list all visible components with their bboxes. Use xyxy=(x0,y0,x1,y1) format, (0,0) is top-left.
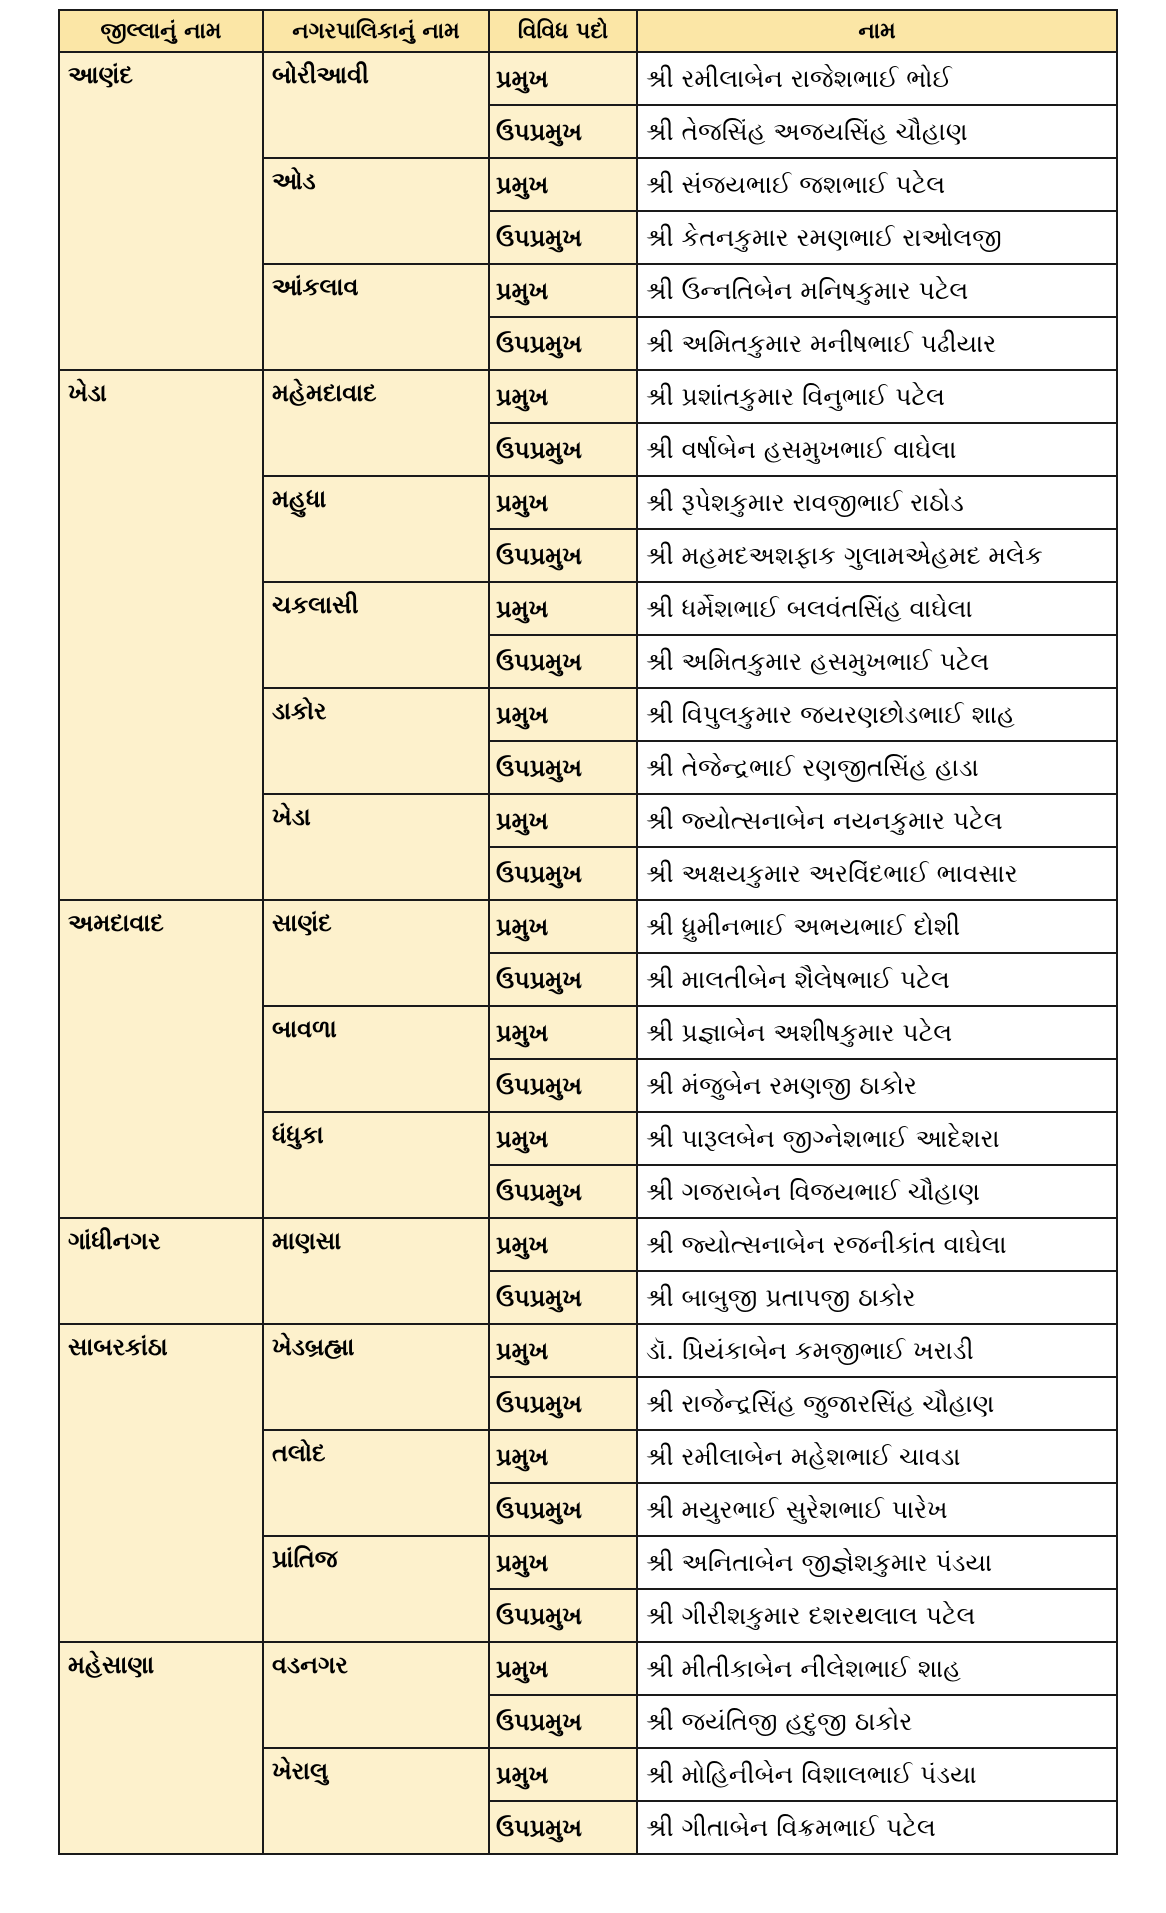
official-name: શ્રી મંજુબેન રમણજી ઠાકોર xyxy=(637,1059,1117,1112)
district-column-header: જીલ્લાનું નામ xyxy=(59,10,263,52)
municipality-name: સાણંદ xyxy=(263,900,489,1006)
post-title: ઉપપ્રમુખ xyxy=(489,847,637,900)
post-title: પ્રમુખ xyxy=(489,900,637,953)
official-name: શ્રી રમીલાબેન મહેશભાઈ ચાવડા xyxy=(637,1430,1117,1483)
official-name: ડૉ. પ્રિયંકાબેન કમજીભાઈ ખરાડી xyxy=(637,1324,1117,1377)
post-title: ઉપપ્રમુખ xyxy=(489,635,637,688)
official-name: શ્રી ધ્રુમીનભાઈ અભયભાઈ દોશી xyxy=(637,900,1117,953)
official-name: શ્રી મયુરભાઈ સુરેશભાઈ પારેખ xyxy=(637,1483,1117,1536)
post-title: પ્રમુખ xyxy=(489,264,637,317)
officials-table xyxy=(58,9,1118,1855)
post-title: પ્રમુખ xyxy=(489,1006,637,1059)
table-row xyxy=(59,900,1117,953)
municipality-name: ખેડા xyxy=(263,794,489,900)
post-title: પ્રમુખ xyxy=(489,1218,637,1271)
post-title: ઉપપ્રમુખ xyxy=(489,317,637,370)
municipality-name: ધંધુકા xyxy=(263,1112,489,1218)
official-name: શ્રી જયંતિજી હદુજી ઠાકોર xyxy=(637,1695,1117,1748)
official-name: શ્રી અનિતાબેન જીજ્ઞેશકુમાર પંડયા xyxy=(637,1536,1117,1589)
official-name: શ્રી રાજેન્દ્રસિંહ જુજારસિંહ ચૌહાણ xyxy=(637,1377,1117,1430)
municipality-name: ખેડબ્રહ્મા xyxy=(263,1324,489,1430)
municipality-name: વડનગર xyxy=(263,1642,489,1748)
post-title: ઉપપ્રમુખ xyxy=(489,1695,637,1748)
municipality-name: બોરીઆવી xyxy=(263,52,489,158)
official-name: શ્રી વર્ષાબેન હસમુખભાઈ વાઘેલા xyxy=(637,423,1117,476)
district-name: મહેસાણા xyxy=(59,1642,263,1854)
post-title: ઉપપ્રમુખ xyxy=(489,953,637,1006)
post-title: પ્રમુખ xyxy=(489,1324,637,1377)
post-title: ઉપપ્રમુખ xyxy=(489,1483,637,1536)
official-name: શ્રી જ્યોત્સનાબેન નયનકુમાર પટેલ xyxy=(637,794,1117,847)
municipality-name: ડાકોર xyxy=(263,688,489,794)
table-row xyxy=(59,1218,1117,1271)
post-title: પ્રમુખ xyxy=(489,1642,637,1695)
table-row xyxy=(59,52,1117,105)
municipality-name: માણસા xyxy=(263,1218,489,1324)
official-name: શ્રી સંજયભાઈ જશભાઈ પટેલ xyxy=(637,158,1117,211)
official-name: શ્રી જ્યોત્સનાબેન રજનીકાંત વાઘેલા xyxy=(637,1218,1117,1271)
post-title: ઉપપ્રમુખ xyxy=(489,423,637,476)
official-name: શ્રી પ્રજ્ઞાબેન અશીષકુમાર પટેલ xyxy=(637,1006,1117,1059)
district-name: અમદાવાદ xyxy=(59,900,263,1218)
post-title: પ્રમુખ xyxy=(489,688,637,741)
post-title: પ્રમુખ xyxy=(489,1536,637,1589)
municipality-name: ચકલાસી xyxy=(263,582,489,688)
post-title: ઉપપ્રમુખ xyxy=(489,1801,637,1854)
municipality-name: મહેમદાવાદ xyxy=(263,370,489,476)
official-name: શ્રી મોહિનીબેન વિશાલભાઈ પંડયા xyxy=(637,1748,1117,1801)
official-name: શ્રી ગજરાબેન વિજયભાઈ ચૌહાણ xyxy=(637,1165,1117,1218)
official-name: શ્રી રમીલાબેન રાજેશભાઈ ભોઈ xyxy=(637,52,1117,105)
post-title: પ્રમુખ xyxy=(489,1112,637,1165)
official-name: શ્રી રૂપેશકુમાર રાવજીભાઈ રાઠોડ xyxy=(637,476,1117,529)
post-title: પ્રમુખ xyxy=(489,52,637,105)
district-name: ખેડા xyxy=(59,370,263,900)
post-title: ઉપપ્રમુખ xyxy=(489,529,637,582)
post-title: ઉપપ્રમુખ xyxy=(489,1165,637,1218)
municipality-name: ઓડ xyxy=(263,158,489,264)
municipality-name: પ્રાંતિજ xyxy=(263,1536,489,1642)
post-title: ઉપપ્રમુખ xyxy=(489,741,637,794)
district-name: ગાંધીનગર xyxy=(59,1218,263,1324)
post-title: પ્રમુખ xyxy=(489,476,637,529)
header-row xyxy=(59,10,1117,52)
official-name: શ્રી મહમદઅશફાક ગુલામએહમદ મલેક xyxy=(637,529,1117,582)
official-name: શ્રી કેતનકુમાર રમણભાઈ રાઓલજી xyxy=(637,211,1117,264)
municipality-name: તલોદ xyxy=(263,1430,489,1536)
name-column-header: નામ xyxy=(637,10,1117,52)
official-name: શ્રી વિપુલકુમાર જયરણછોડભાઈ શાહ xyxy=(637,688,1117,741)
post-title: પ્રમુખ xyxy=(489,1748,637,1801)
post-title: ઉપપ્રમુખ xyxy=(489,1271,637,1324)
official-name: શ્રી તેજેન્દ્રભાઈ રણજીતસિંહ હાડા xyxy=(637,741,1117,794)
official-name: શ્રી મીતીકાબેન નીલેશભાઈ શાહ xyxy=(637,1642,1117,1695)
post-title: ઉપપ્રમુખ xyxy=(489,105,637,158)
post-title: પ્રમુખ xyxy=(489,370,637,423)
table-row xyxy=(59,370,1117,423)
official-name: શ્રી અમિતકુમાર હસમુખભાઈ પટેલ xyxy=(637,635,1117,688)
post-title: ઉપપ્રમુખ xyxy=(489,211,637,264)
official-name: શ્રી ઉન્નતિબેન મનિષકુમાર પટેલ xyxy=(637,264,1117,317)
district-name: સાબરકાંઠા xyxy=(59,1324,263,1642)
post-column-header: વિવિધ પદો xyxy=(489,10,637,52)
post-title: ઉપપ્રમુખ xyxy=(489,1589,637,1642)
municipality-name: આંકલાવ xyxy=(263,264,489,370)
official-name: શ્રી પ્રશાંતકુમાર વિનુભાઈ પટેલ xyxy=(637,370,1117,423)
post-title: પ્રમુખ xyxy=(489,582,637,635)
official-name: શ્રી બાબુજી પ્રતાપજી ઠાકોર xyxy=(637,1271,1117,1324)
district-name: આણંદ xyxy=(59,52,263,370)
official-name: શ્રી અક્ષયકુમાર અરવિંદભાઈ ભાવસાર xyxy=(637,847,1117,900)
post-title: પ્રમુખ xyxy=(489,158,637,211)
post-title: ઉપપ્રમુખ xyxy=(489,1377,637,1430)
official-name: શ્રી ગીતાબેન વિક્રમભાઈ પટેલ xyxy=(637,1801,1117,1854)
municipality-column-header: નગરપાલિકાનું નામ xyxy=(263,10,489,52)
table-body xyxy=(59,52,1117,1854)
official-name: શ્રી પારૂલબેન જીગ્નેશભાઈ આદેશરા xyxy=(637,1112,1117,1165)
table-header xyxy=(59,10,1117,52)
official-name: શ્રી ધર્મેશભાઈ બલવંતસિંહ વાઘેલા xyxy=(637,582,1117,635)
municipality-name: ખેરાલુ xyxy=(263,1748,489,1854)
municipality-name: બાવળા xyxy=(263,1006,489,1112)
post-title: પ્રમુખ xyxy=(489,1430,637,1483)
official-name: શ્રી માલતીબેન શૈલેષભાઈ પટેલ xyxy=(637,953,1117,1006)
municipality-name: મહુધા xyxy=(263,476,489,582)
post-title: ઉપપ્રમુખ xyxy=(489,1059,637,1112)
table-row xyxy=(59,1642,1117,1695)
table-row xyxy=(59,1324,1117,1377)
official-name: શ્રી તેજસિંહ અજયસિંહ ચૌહાણ xyxy=(637,105,1117,158)
post-title: પ્રમુખ xyxy=(489,794,637,847)
official-name: શ્રી ગીરીશકુમાર દશરથલાલ પટેલ xyxy=(637,1589,1117,1642)
official-name: શ્રી અમિતકુમાર મનીષભાઈ પઢીયાર xyxy=(637,317,1117,370)
